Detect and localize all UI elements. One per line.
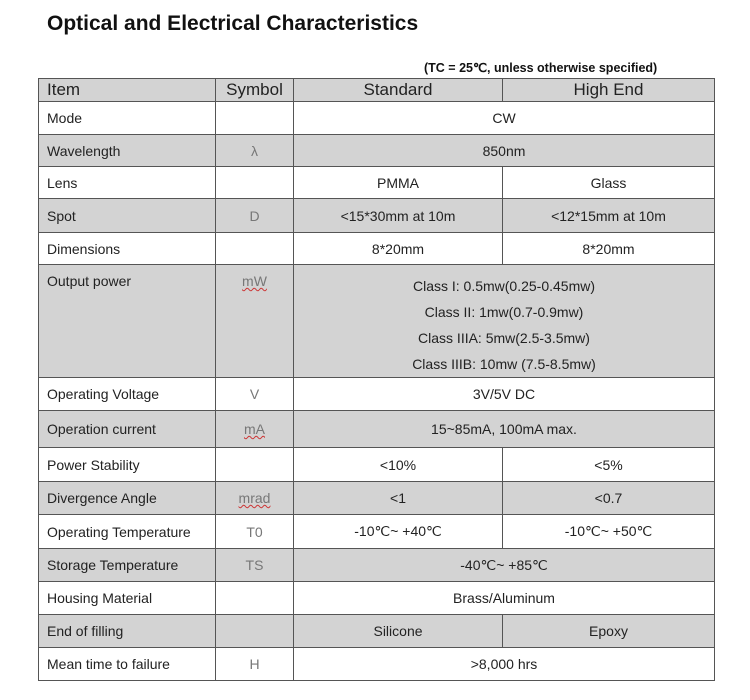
table-row xyxy=(39,378,715,411)
table-row xyxy=(39,135,715,167)
table-row xyxy=(39,233,715,265)
characteristics-table xyxy=(38,78,715,681)
item-cell: Mode xyxy=(39,102,216,135)
symbol-cell xyxy=(216,515,294,549)
conditions-note: (TC = 25℃, unless otherwise specified) xyxy=(424,61,658,75)
symbol-text: TS xyxy=(245,557,264,573)
symbol-cell xyxy=(216,233,294,265)
table-row xyxy=(39,482,715,515)
table-row xyxy=(39,582,715,615)
symbol-cell xyxy=(216,549,294,582)
symbol-text: mA xyxy=(244,421,265,437)
item-cell: Power Stability xyxy=(39,448,216,482)
value-cell: Brass/Aluminum xyxy=(294,582,715,615)
table-row xyxy=(39,549,715,582)
item-cell: Spot xyxy=(39,199,216,233)
table-row xyxy=(39,411,715,448)
header-high-end: High End xyxy=(503,79,715,102)
output-power-line: Class IIIA: 5mw(2.5-3.5mw) xyxy=(418,330,590,346)
symbol-cell xyxy=(216,411,294,448)
table-row xyxy=(39,615,715,648)
symbol-text: T0 xyxy=(246,523,263,540)
standard-cell: <10% xyxy=(294,448,503,482)
high-end-cell: Glass xyxy=(503,167,715,199)
header-standard: Standard xyxy=(294,79,503,102)
standard-cell: PMMA xyxy=(294,167,503,199)
symbol-cell xyxy=(216,615,294,648)
value-cell: >8,000 hrs xyxy=(294,648,715,681)
item-cell: Dimensions xyxy=(39,233,216,265)
table-row xyxy=(39,199,715,233)
item-cell: Mean time to failure xyxy=(39,648,216,681)
symbol-cell xyxy=(216,648,294,681)
table-row xyxy=(39,648,715,681)
standard-cell: <15*30mm at 10m xyxy=(294,199,503,233)
symbol-text: mrad xyxy=(238,490,271,506)
item-cell: Operation current xyxy=(39,411,216,448)
output-power-line: Class I: 0.5mw(0.25-0.45mw) xyxy=(412,278,596,294)
value-cell: -40℃~ +85℃ xyxy=(294,549,715,582)
symbol-text: H xyxy=(249,656,260,672)
table-row xyxy=(39,515,715,549)
symbol-cell xyxy=(216,199,294,233)
output-power-line: Class II: 1mw(0.7-0.9mw) xyxy=(424,304,584,320)
value-cell: 3V/5V DC xyxy=(294,378,715,411)
symbol-cell xyxy=(216,448,294,482)
value-cell: 15~85mA, 100mA max. xyxy=(294,411,715,448)
standard-cell: -10℃~ +40℃ xyxy=(294,515,503,549)
standard-cell: <1 xyxy=(294,482,503,515)
table-row xyxy=(39,265,715,378)
header-symbol: Symbol xyxy=(216,79,294,102)
symbol-cell xyxy=(216,378,294,411)
symbol-cell xyxy=(216,265,294,378)
table-row xyxy=(39,448,715,482)
high-end-cell: <12*15mm at 10m xyxy=(503,199,715,233)
header-row xyxy=(39,79,715,102)
item-cell: Housing Material xyxy=(39,582,216,615)
output-power-line: Class IIIB: 10mw (7.5-8.5mw) xyxy=(412,356,596,372)
value-cell: CW xyxy=(294,102,715,135)
symbol-cell xyxy=(216,582,294,615)
item-cell: Output power xyxy=(39,265,216,378)
high-end-cell: -10℃~ +50℃ xyxy=(503,515,715,549)
symbol-text: λ xyxy=(251,142,258,159)
symbol-cell xyxy=(216,135,294,167)
item-cell: Lens xyxy=(39,167,216,199)
item-cell: End of filling xyxy=(39,615,216,648)
value-cell xyxy=(294,265,715,378)
symbol-text: D xyxy=(249,207,260,224)
symbol-cell xyxy=(216,102,294,135)
high-end-cell: Epoxy xyxy=(503,615,715,648)
item-cell: Storage Temperature xyxy=(39,549,216,582)
item-cell: Wavelength xyxy=(39,135,216,167)
item-cell: Operating Temperature xyxy=(39,515,216,549)
item-cell: Operating Voltage xyxy=(39,378,216,411)
high-end-cell: <0.7 xyxy=(503,482,715,515)
value-cell: 850nm xyxy=(294,135,715,167)
table-row xyxy=(39,167,715,199)
header-item: Item xyxy=(39,79,216,102)
symbol-cell xyxy=(216,167,294,199)
standard-cell: Silicone xyxy=(294,615,503,648)
high-end-cell: <5% xyxy=(503,448,715,482)
item-cell: Divergence Angle xyxy=(39,482,216,515)
high-end-cell: 8*20mm xyxy=(503,233,715,265)
symbol-text: V xyxy=(249,386,260,402)
symbol-cell xyxy=(216,482,294,515)
symbol-text: mW xyxy=(242,273,267,289)
standard-cell: 8*20mm xyxy=(294,233,503,265)
table-row xyxy=(39,102,715,135)
page-title: Optical and Electrical Characteristics xyxy=(47,12,419,35)
